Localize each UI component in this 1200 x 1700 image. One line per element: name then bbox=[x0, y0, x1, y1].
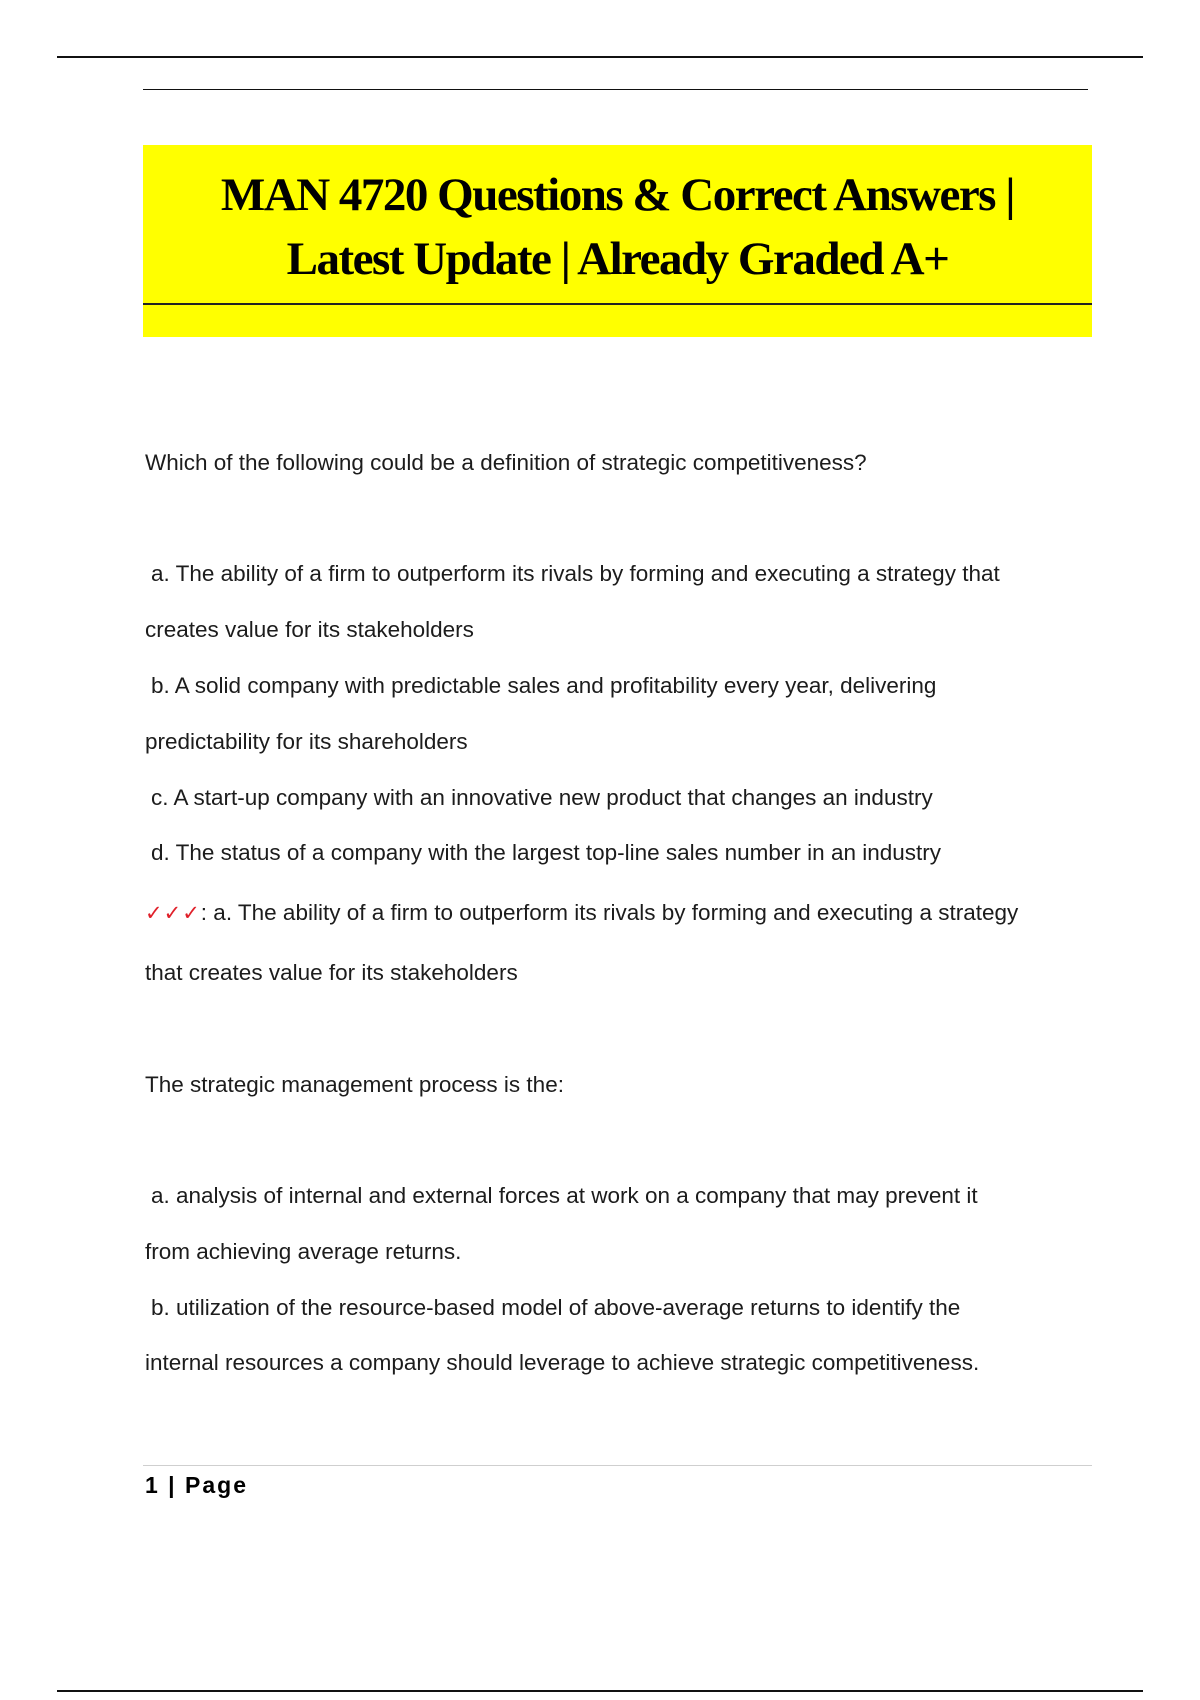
option-a-line-2: from achieving average returns. bbox=[145, 1239, 462, 1264]
answer-line-2: that creates value for its stakeholders bbox=[145, 960, 518, 985]
title-banner bbox=[143, 145, 1092, 337]
footer-rule bbox=[143, 1465, 1092, 1466]
option-d-line-1: d. The status of a company with the largest top-line sales number in an industry bbox=[151, 840, 942, 865]
question-text: The strategic management process is the: bbox=[145, 1072, 564, 1097]
title-underline bbox=[143, 303, 1092, 305]
page-footer bbox=[145, 1470, 248, 1500]
page-separator: | bbox=[159, 1472, 186, 1498]
page-number: 1 bbox=[145, 1472, 160, 1498]
header-rule-inner bbox=[143, 89, 1088, 90]
page-word: Page bbox=[185, 1472, 248, 1498]
option-b-line-1: b. A solid company with predictable sales and profitability every year, delivering bbox=[151, 673, 937, 698]
title-line-1: MAN 4720 Questions & Correct Answers | bbox=[220, 169, 1015, 221]
option-c-line-1: c. A start-up company with an innovative new product that changes an industry bbox=[151, 785, 933, 810]
checkmark-icon: ✓✓✓ bbox=[145, 902, 201, 925]
answer-text-1: : a. The ability of a firm to outperform its rivals by forming and executing a strategy bbox=[200, 900, 1019, 925]
answer-line-1 bbox=[145, 898, 1018, 929]
option-b-line-1: b. utilization of the resource-based model of above-average returns to identify the bbox=[151, 1295, 961, 1320]
option-a-line-1: a. analysis of internal and external forces at work on a company that may prevent it bbox=[151, 1183, 978, 1208]
title-line-2: Latest Update | Already Graded A+ bbox=[286, 233, 949, 285]
option-b-line-2: internal resources a company should leverage to achieve strategic competitiveness. bbox=[145, 1350, 980, 1375]
option-b-line-2: predictability for its shareholders bbox=[145, 729, 468, 754]
document-title bbox=[143, 163, 1092, 291]
footer-rule-outer bbox=[57, 1690, 1143, 1692]
option-a-line-1: a. The ability of a firm to outperform its rivals by forming and executing a strategy that bbox=[151, 561, 1000, 586]
header-rule-outer bbox=[57, 56, 1143, 58]
option-a-line-2: creates value for its stakeholders bbox=[145, 617, 474, 642]
question-text: Which of the following could be a definition of strategic competitiveness? bbox=[145, 450, 867, 475]
